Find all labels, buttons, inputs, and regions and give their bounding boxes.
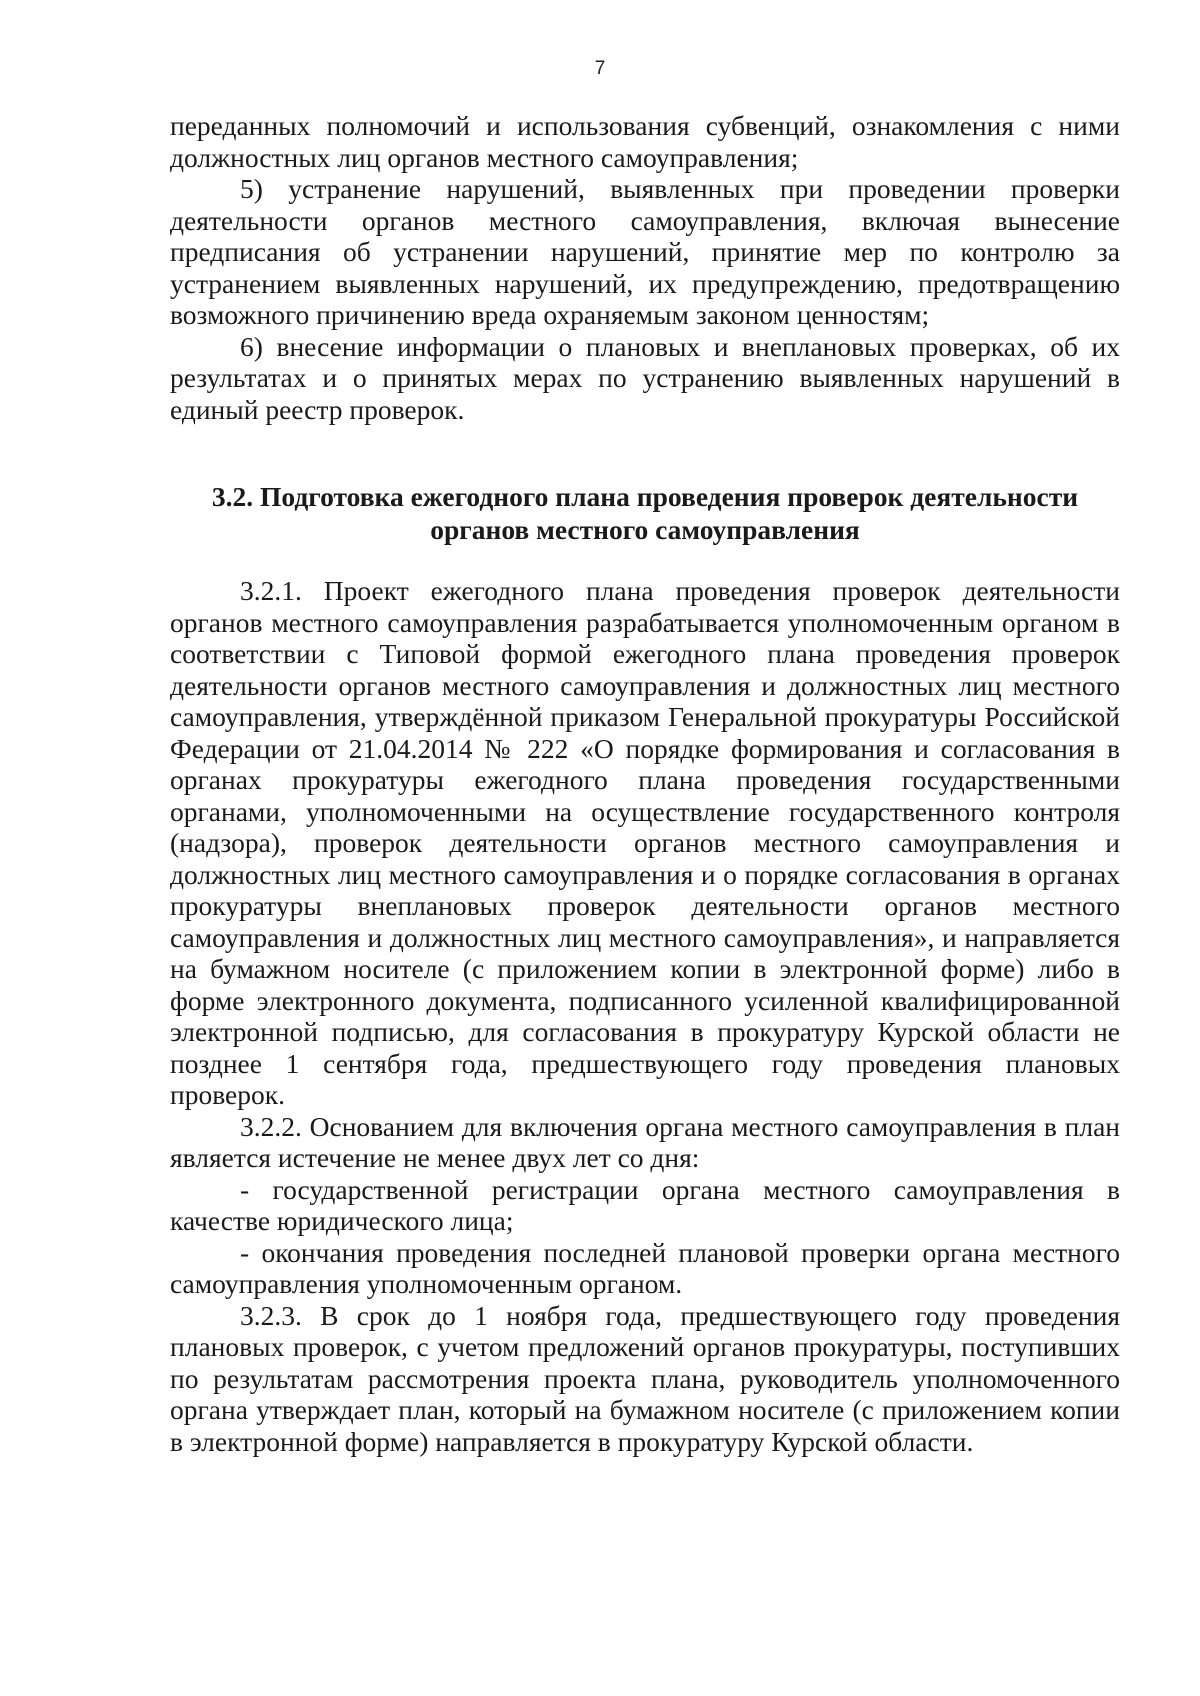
section-heading-line-2: органов местного самоуправления bbox=[430, 514, 860, 545]
paragraph-3-2-2: 3.2.2. Основанием для включения органа местного самоуправления в план является истечение не менее двух лет со дня: bbox=[170, 1110, 1120, 1173]
list-item-last-inspection: - окончания проведения последней плановой проверки органа местного самоуправления уполномоченным органом. bbox=[170, 1236, 1120, 1299]
paragraph-continuation: переданных полномочий и использования субвенций, ознакомления с ними должностных лиц органов местного самоуправления; bbox=[170, 110, 1120, 173]
paragraph-item-5: 5) устранение нарушений, выявленных при проведении проверки деятельности органов местного самоуправления, включая вынесение предписания об устранении нарушений, принятие мер по контролю за устранением выявленных нарушений, их предупреждению, предотвращению возможного причинению вреда охраняемым законом ценностям; bbox=[170, 173, 1120, 330]
list-item-registration: - государственной регистрации органа местного самоуправления в качестве юридического лица; bbox=[170, 1173, 1120, 1236]
main-section bbox=[170, 575, 1120, 1457]
page-number: 7 bbox=[594, 58, 606, 79]
paragraph-3-2-1: 3.2.1. Проект ежегодного плана проведения проверок деятельности органов местного самоуправления разрабатывается уполномоченным органом в соответствии с Типовой формой ежегодного плана проведения проверок деятельности органов местного самоуправления и должностных лиц местного самоуправления, утверждённой приказом Генеральной прокуратуры Российской Федерации от 21.04.2014 № 222 «О порядке формирования и согласования в органах прокуратуры ежегодного плана проведения государственными органами, уполномоченными на осуществление государственного контроля (надзора), проверок деятельности органов местного самоуправления и должностных лиц местного самоуправления и о порядке согласования в органах прокуратуры внеплановых проверок деятельности органов местного самоуправления и должностных лиц местного самоуправления», и направляется на бумажном носителе (с приложением копии в электронной форме) либо в форме электронного документа, подписанного усиленной квалифицированной электронной подписью, для согласования в прокуратуру Курской области не позднее 1 сентября года, предшествующего году проведения плановых проверок. bbox=[170, 575, 1120, 1110]
section-heading bbox=[170, 480, 1120, 546]
paragraph-3-2-3: 3.2.3. В срок до 1 ноября года, предшествующего году проведения плановых проверок, с учетом предложений органов прокуратуры, поступивших по результатам рассмотрения проекта плана, руководитель уполномоченного органа утверждает план, который на бумажном носителе (с приложением копии в электронной форме) направляется в прокуратуру Курской области. bbox=[170, 1299, 1120, 1457]
paragraph-item-6: 6) внесение информации о плановых и внеплановых проверках, об их результатах и о принятых мерах по устранению выявленных нарушений в единый реестр проверок. bbox=[170, 330, 1120, 425]
section-heading-line-1: 3.2. Подготовка ежегодного плана проведения проверок деятельности bbox=[211, 481, 1079, 512]
top-section bbox=[170, 110, 1120, 425]
